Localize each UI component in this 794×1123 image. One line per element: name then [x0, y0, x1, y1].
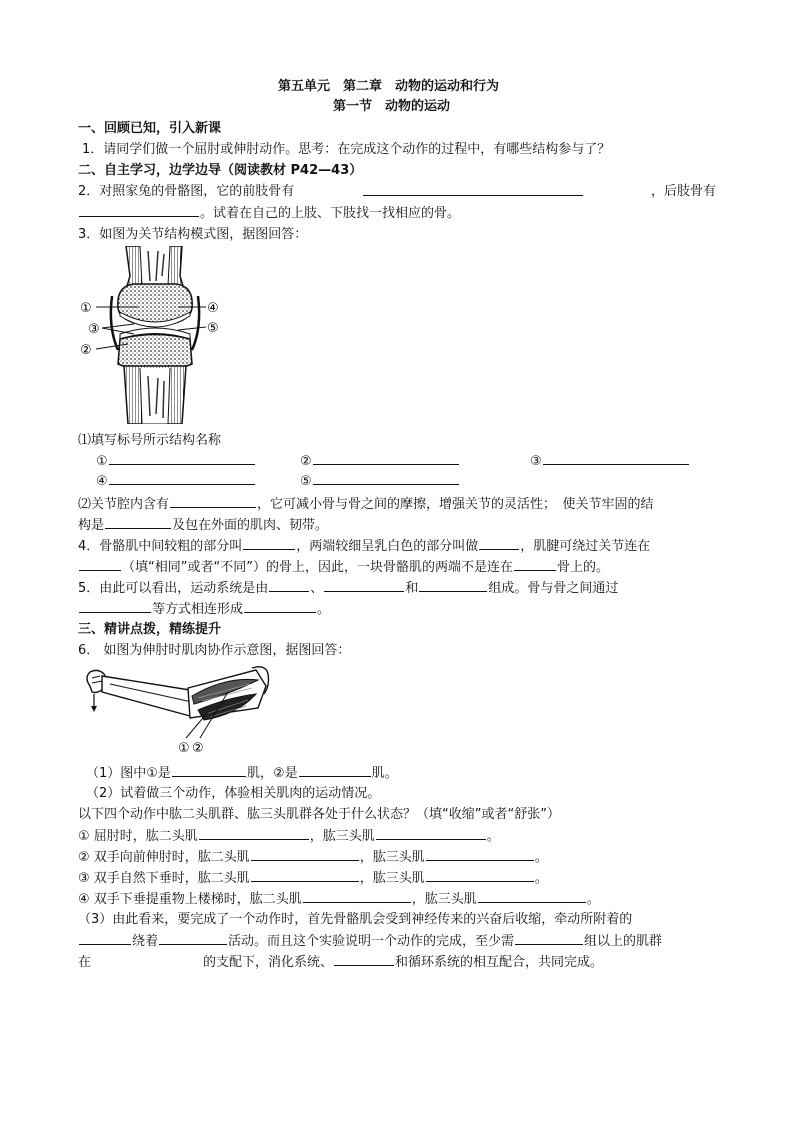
answer-4-blank[interactable]	[109, 472, 255, 485]
section-3-heading: 三、精讲点拨，精练提升	[78, 622, 222, 637]
a4-text-b: ，肱三头肌	[411, 892, 477, 907]
p61-text-b: 肌，②是	[246, 766, 298, 781]
p2-text-d: 及包在外面的肌肉、韧带。	[172, 518, 329, 533]
fig1-label-1: ①	[80, 301, 92, 316]
part-6-3-line-1: （3）由此看来，要完成了一个动作时，首先骨骼肌会受到神经传来的兴奋后收缩，牵动所附着的	[78, 912, 633, 927]
a2-blank-triceps[interactable]	[426, 848, 534, 861]
question-5-line-2	[78, 600, 330, 619]
p2-text-a: ⑵关节腔内含有	[78, 497, 170, 512]
question-3: 3．如图为关节结构模式图，据图回答：	[78, 227, 308, 242]
action-3	[78, 869, 548, 888]
p63-text-b: 绕着	[132, 934, 159, 949]
num-1: ①	[96, 454, 108, 469]
p61-text-a: （1）图中①是	[86, 766, 171, 781]
q2-text-b: ，后肢骨有	[650, 184, 716, 199]
q5-blank-5[interactable]	[244, 600, 316, 613]
a4-blank-biceps[interactable]	[303, 890, 411, 903]
a4-blank-triceps[interactable]	[478, 890, 586, 903]
question-6: 6． 如图为伸肘时肌肉协作示意图，据图回答：	[78, 643, 351, 658]
action-4	[78, 890, 600, 909]
answer-1	[96, 452, 256, 471]
section-2-heading: 二、自主学习，边学边导（阅读教材 P42—43）	[78, 163, 363, 178]
answer-4	[96, 472, 256, 491]
p63-text-d: 组以上的肌群	[584, 934, 663, 949]
num-3: ③	[530, 454, 542, 469]
q5-text-a: 5．由此可以看出，运动系统是由	[78, 581, 269, 596]
a2-end: 。	[534, 850, 548, 865]
answer-5	[300, 472, 460, 491]
p2-blank-capsule[interactable]	[105, 516, 171, 529]
p63-blank-joint[interactable]	[159, 932, 227, 945]
q4-blank-tendon[interactable]	[479, 537, 519, 550]
p2-text-b: ，它可减小骨与骨之间的摩擦，增强关节的灵活性； 使关节牢固的结	[257, 497, 654, 512]
fig1-label-4: ④	[207, 301, 219, 316]
page-title: 第五单元 第二章 动物的运动和行为	[278, 79, 500, 94]
q2-text-a: 2．对照家兔的骨骼图，它的前肢骨有	[78, 184, 295, 199]
actions-intro: 以下四个动作中肱二头肌群、肱三头肌群各处于什么状态？（填“收缩”或者“舒张”）	[78, 807, 560, 822]
p63-text-c: 活动。而且这个实验说明一个动作的完成，至少需	[228, 934, 515, 949]
a1-text-a: ① 屈肘时，肱二头肌	[78, 829, 198, 844]
question-4-line-2	[78, 558, 609, 577]
action-2	[78, 848, 548, 867]
q4-text-d: （填“相同”或者“不同”）的骨上，因此，一块骨骼肌的两端不是连在	[122, 560, 513, 575]
part-6-3-line-3	[78, 953, 603, 972]
p63-text-f: 的支配下，消化系统、	[203, 955, 334, 970]
question-1: 1．请同学们做一个屈肘或伸肘动作。思考：在完成这个动作的过程中，有哪些结构参与了？	[82, 142, 611, 157]
q2-blank-forelimb[interactable]	[363, 183, 583, 196]
question-5-line-1	[78, 579, 618, 598]
question-2-line-2	[78, 204, 460, 223]
a3-text-b: ，肱三头肌	[359, 871, 425, 886]
question-4-line-1	[78, 537, 650, 556]
a4-end: 。	[586, 892, 600, 907]
q5-blank-4[interactable]	[79, 600, 151, 613]
p63-blank-respiratory[interactable]	[334, 953, 394, 966]
part-6-3-line-2	[78, 932, 662, 951]
q5-text-d: 组成。骨与骨之间通过	[488, 581, 619, 596]
answer-3	[530, 452, 690, 471]
a3-blank-biceps[interactable]	[251, 869, 359, 882]
answer-2	[300, 452, 460, 471]
a2-blank-biceps[interactable]	[251, 848, 359, 861]
elbow-extension-figure	[80, 664, 270, 760]
q2-text-c: 。试着在自己的上肢、下肢找一找相应的骨。	[200, 206, 461, 221]
question-2-line-1	[78, 183, 716, 201]
a1-text-b: ，肱三头肌	[309, 829, 375, 844]
p63-text-e: 在	[78, 955, 92, 970]
q5-text-b: 、	[310, 581, 324, 596]
part-6-2: （2）试着做三个动作，体验相关肌肉的运动情况。	[86, 786, 381, 801]
page-subtitle: 第一节 动物的运动	[333, 99, 451, 114]
a2-text-b: ，肱三头肌	[359, 850, 425, 865]
a3-blank-triceps[interactable]	[426, 869, 534, 882]
answer-1-blank[interactable]	[109, 452, 255, 465]
a4-text-a: ④ 双手下垂提重物上楼梯时，肱二头肌	[78, 892, 302, 907]
fig2-label-1: ①	[178, 741, 190, 756]
p61-blank-2[interactable]	[299, 764, 371, 777]
section-1-heading: 一、回顾已知，引入新课	[78, 121, 222, 136]
q4-text-a: 4．骨骼肌中间较粗的部分叫	[78, 539, 243, 554]
part-2-line-2	[78, 516, 328, 535]
fig1-label-5: ⑤	[207, 321, 219, 336]
action-1	[78, 827, 500, 846]
q4-text-c: ，肌腱可绕过关节连在	[520, 539, 651, 554]
p63-blank-count[interactable]	[515, 932, 583, 945]
answer-2-blank[interactable]	[313, 452, 459, 465]
q4-blank-bone[interactable]	[514, 558, 556, 571]
a1-blank-biceps[interactable]	[199, 827, 309, 840]
a3-text-a: ③ 双手自然下垂时，肱二头肌	[78, 871, 250, 886]
fig1-label-2: ②	[80, 343, 92, 358]
q2-blank-hindlimb[interactable]	[79, 204, 199, 217]
a1-end: 。	[486, 829, 500, 844]
num-5: ⑤	[300, 474, 312, 489]
answer-5-blank[interactable]	[313, 472, 459, 485]
fig2-label-2: ②	[192, 741, 204, 756]
joint-structure-figure	[78, 246, 238, 424]
a2-text-a: ② 双手向前伸肘时，肱二头肌	[78, 850, 250, 865]
num-4: ④	[96, 474, 108, 489]
q5-blank-1[interactable]	[269, 579, 309, 592]
q5-text-c: 和	[405, 581, 419, 596]
p63-text-g: 和循环系统的相互配合，共同完成。	[395, 955, 604, 970]
p61-blank-1[interactable]	[172, 764, 246, 777]
p63-blank-bone[interactable]	[79, 932, 131, 945]
part-2-line-1	[78, 495, 654, 514]
fig1-label-3: ③	[88, 322, 100, 337]
q5-text-e: 等方式相连形成	[152, 602, 244, 617]
q5-blank-2[interactable]	[324, 579, 404, 592]
q5-text-f: 。	[317, 602, 331, 617]
p61-text-c: 肌。	[371, 766, 398, 781]
part-1-prompt: ⑴填写标号所示结构名称	[78, 433, 222, 448]
p2-text-c: 构是	[78, 518, 105, 533]
q5-blank-3[interactable]	[419, 579, 487, 592]
q4-blank-belly[interactable]	[243, 537, 295, 550]
a3-end: 。	[534, 871, 548, 886]
part-6-1	[86, 764, 398, 783]
q4-text-e: 骨上的。	[556, 560, 609, 575]
a1-blank-triceps[interactable]	[376, 827, 486, 840]
answer-3-blank[interactable]	[543, 452, 689, 465]
num-2: ②	[300, 454, 312, 469]
p2-blank-synovial[interactable]	[170, 495, 256, 508]
q4-blank-same[interactable]	[79, 558, 121, 571]
q4-text-b: ，两端较细呈乳白色的部分叫做	[296, 539, 479, 554]
